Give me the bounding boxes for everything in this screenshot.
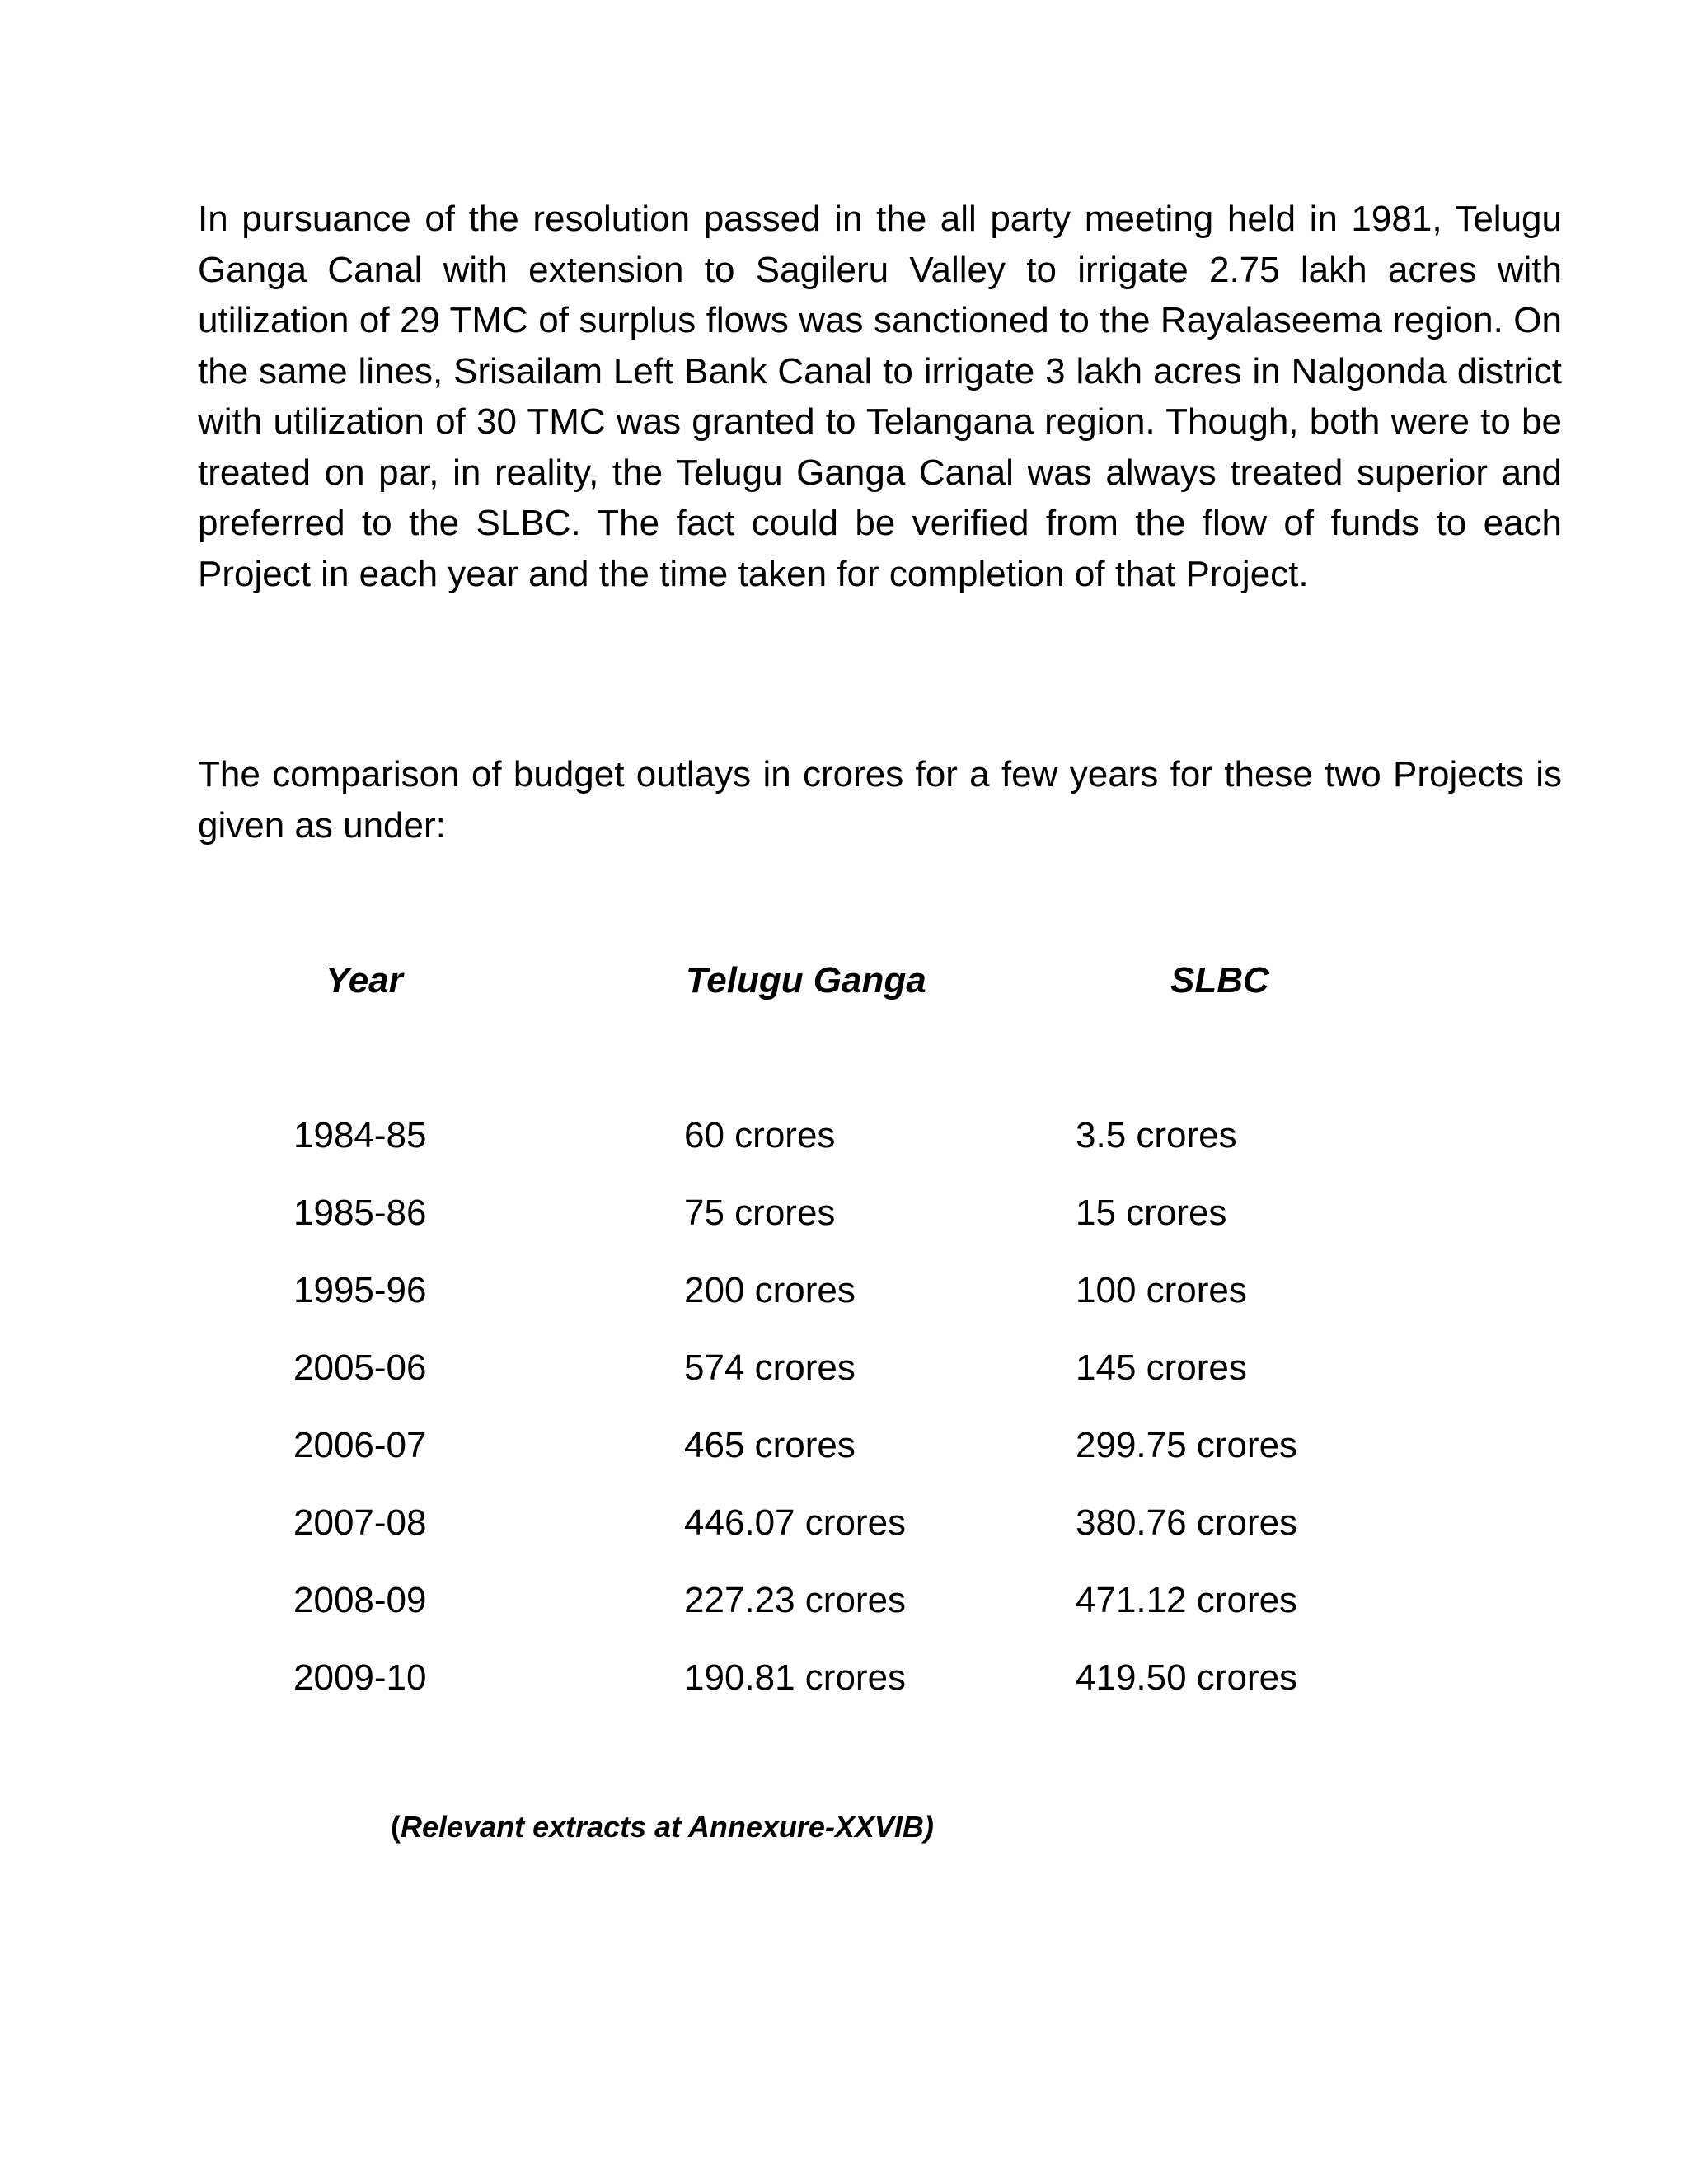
cell-telugu-ganga: 446.07 crores <box>684 1502 907 1543</box>
cell-telugu-ganga: 190.81 crores <box>684 1657 907 1698</box>
column-header-telugu-ganga: Telugu Ganga <box>686 960 926 1001</box>
cell-telugu-ganga: 75 crores <box>684 1193 836 1233</box>
table-row <box>0 1266 1688 1343</box>
cell-slbc: 145 crores <box>1076 1347 1247 1388</box>
cell-telugu-ganga: 465 crores <box>684 1425 856 1465</box>
cell-year: 1985-86 <box>293 1193 427 1233</box>
cell-slbc: 299.75 crores <box>1076 1425 1298 1465</box>
paragraph-comparison-intro: The comparison of budget outlays in crores for a few years for these two Projects is given as under: <box>198 754 1562 846</box>
table-row <box>0 1111 1688 1188</box>
table-row <box>0 1576 1688 1653</box>
cell-telugu-ganga: 574 crores <box>684 1347 856 1388</box>
cell-year: 2007-08 <box>293 1502 427 1543</box>
table-row <box>0 1343 1688 1421</box>
column-header-year: Year <box>326 960 403 1001</box>
annexure-note-text: Relevant extracts at Annexure-XXVIB) <box>401 1810 934 1844</box>
annexure-note <box>391 1807 934 1848</box>
cell-slbc: 419.50 crores <box>1076 1657 1298 1698</box>
column-header-slbc: SLBC <box>1170 960 1269 1001</box>
cell-telugu-ganga: 60 crores <box>684 1115 836 1155</box>
table-row <box>0 1421 1688 1498</box>
cell-slbc: 380.76 crores <box>1076 1502 1298 1543</box>
cell-telugu-ganga: 227.23 crores <box>684 1580 907 1620</box>
table-row <box>0 1188 1688 1266</box>
cell-year: 1995-96 <box>293 1270 427 1310</box>
paragraph-resolution: In pursuance of the resolution passed in the all party meeting held in 1981, Telugu Ganga Canal with extension to Sagileru Valley to irrigate 2.75 lakh acres with utilization of 29 TMC of surplus flows was sanctioned to the Rayalaseema region. On the same lines, Srisailam Left Bank Canal to irrigate 3 lakh acres in Nalgonda district with utilization of 30 TMC was granted to Telangana region. Though, both were to be treated on par, in reality, the Telugu Ganga Canal was always treated superior and preferred to the SLBC. The fact could be verified from the flow of funds to each Project in each year and the time taken for completion of that Project. <box>198 199 1562 594</box>
cell-slbc: 15 crores <box>1076 1193 1227 1233</box>
cell-telugu-ganga: 200 crores <box>684 1270 856 1310</box>
cell-year: 2005-06 <box>293 1347 427 1388</box>
cell-year: 2008-09 <box>293 1580 427 1620</box>
cell-year: 1984-85 <box>293 1115 427 1155</box>
table-row <box>0 1498 1688 1576</box>
cell-slbc: 471.12 crores <box>1076 1580 1298 1620</box>
table-body <box>0 1111 1688 1731</box>
cell-year: 2006-07 <box>293 1425 427 1465</box>
cell-slbc: 3.5 crores <box>1076 1115 1237 1155</box>
cell-year: 2009-10 <box>293 1657 427 1698</box>
table-row <box>0 1653 1688 1731</box>
annexure-note-open-paren: ( <box>391 1810 401 1844</box>
cell-slbc: 100 crores <box>1076 1270 1247 1310</box>
